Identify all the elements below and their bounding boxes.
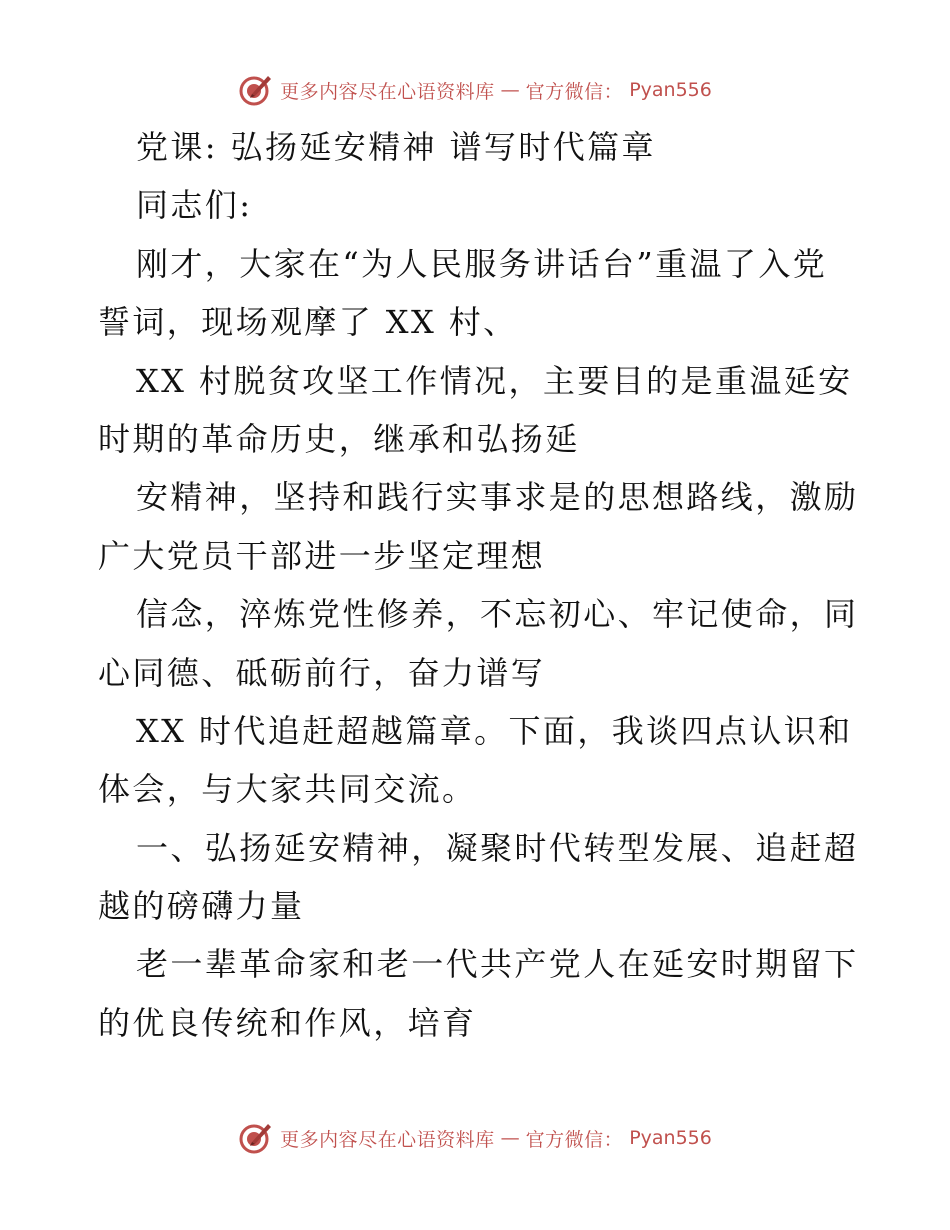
text-line: XX 村脱贫攻坚工作情况，主要目的是重温延安 xyxy=(136,361,853,400)
footer-watermark xyxy=(0,1118,950,1158)
watermark-contact-id: Pyan556 xyxy=(629,79,712,101)
text-line: 老一辈革命家和老一代共产党人在延安时期留下 xyxy=(136,945,859,984)
watermark-text: 更多内容尽在心语资料库 xyxy=(280,80,495,103)
text-line: 刚才，大家在“为人民服务讲话台”重温了入党 xyxy=(136,244,828,283)
document-title: 党课: 弘扬延安精神 谱写时代篇章 xyxy=(136,128,656,166)
watermark-separator: — xyxy=(500,79,520,101)
text-line: 的优良传统和作风，培育 xyxy=(98,1003,477,1042)
text-line: 信念，淬炼党性修养，不忘初心、牢记使命，同 xyxy=(136,595,859,634)
text-line: 一、弘扬延安精神，凝聚时代转型发展、追赶超 xyxy=(136,828,859,867)
header-watermark xyxy=(0,70,950,110)
text-line: 心同德、砥砺前行，奋力谱写 xyxy=(98,653,546,692)
text-line: 誓词，现场观摩了 XX 村、 xyxy=(98,303,518,342)
watermark-contact-label: 官方微信： xyxy=(525,80,624,103)
pen-logo-icon xyxy=(238,1120,274,1156)
text-line: 体会，与大家共同交流。 xyxy=(98,770,477,809)
text-line: 广大党员干部进一步坚定理想 xyxy=(98,536,546,575)
document-body xyxy=(98,118,858,1052)
text-line: 时期的革命历史，继承和弘扬延 xyxy=(98,419,580,458)
watermark-contact-id: Pyan556 xyxy=(629,1127,712,1149)
text-line: 越的磅礴力量 xyxy=(98,887,305,926)
watermark-text: 更多内容尽在心语资料库 xyxy=(280,1128,495,1151)
watermark-separator: — xyxy=(500,1127,520,1149)
watermark-contact-label: 官方微信： xyxy=(525,1128,624,1151)
text-line: 同志们: xyxy=(136,186,253,225)
pen-logo-icon xyxy=(238,72,274,108)
text-line: 安精神，坚持和践行实事求是的思想路线，激励 xyxy=(136,478,859,517)
text-line: XX 时代追赶超越篇章。下面，我谈四点认识和 xyxy=(136,711,853,750)
